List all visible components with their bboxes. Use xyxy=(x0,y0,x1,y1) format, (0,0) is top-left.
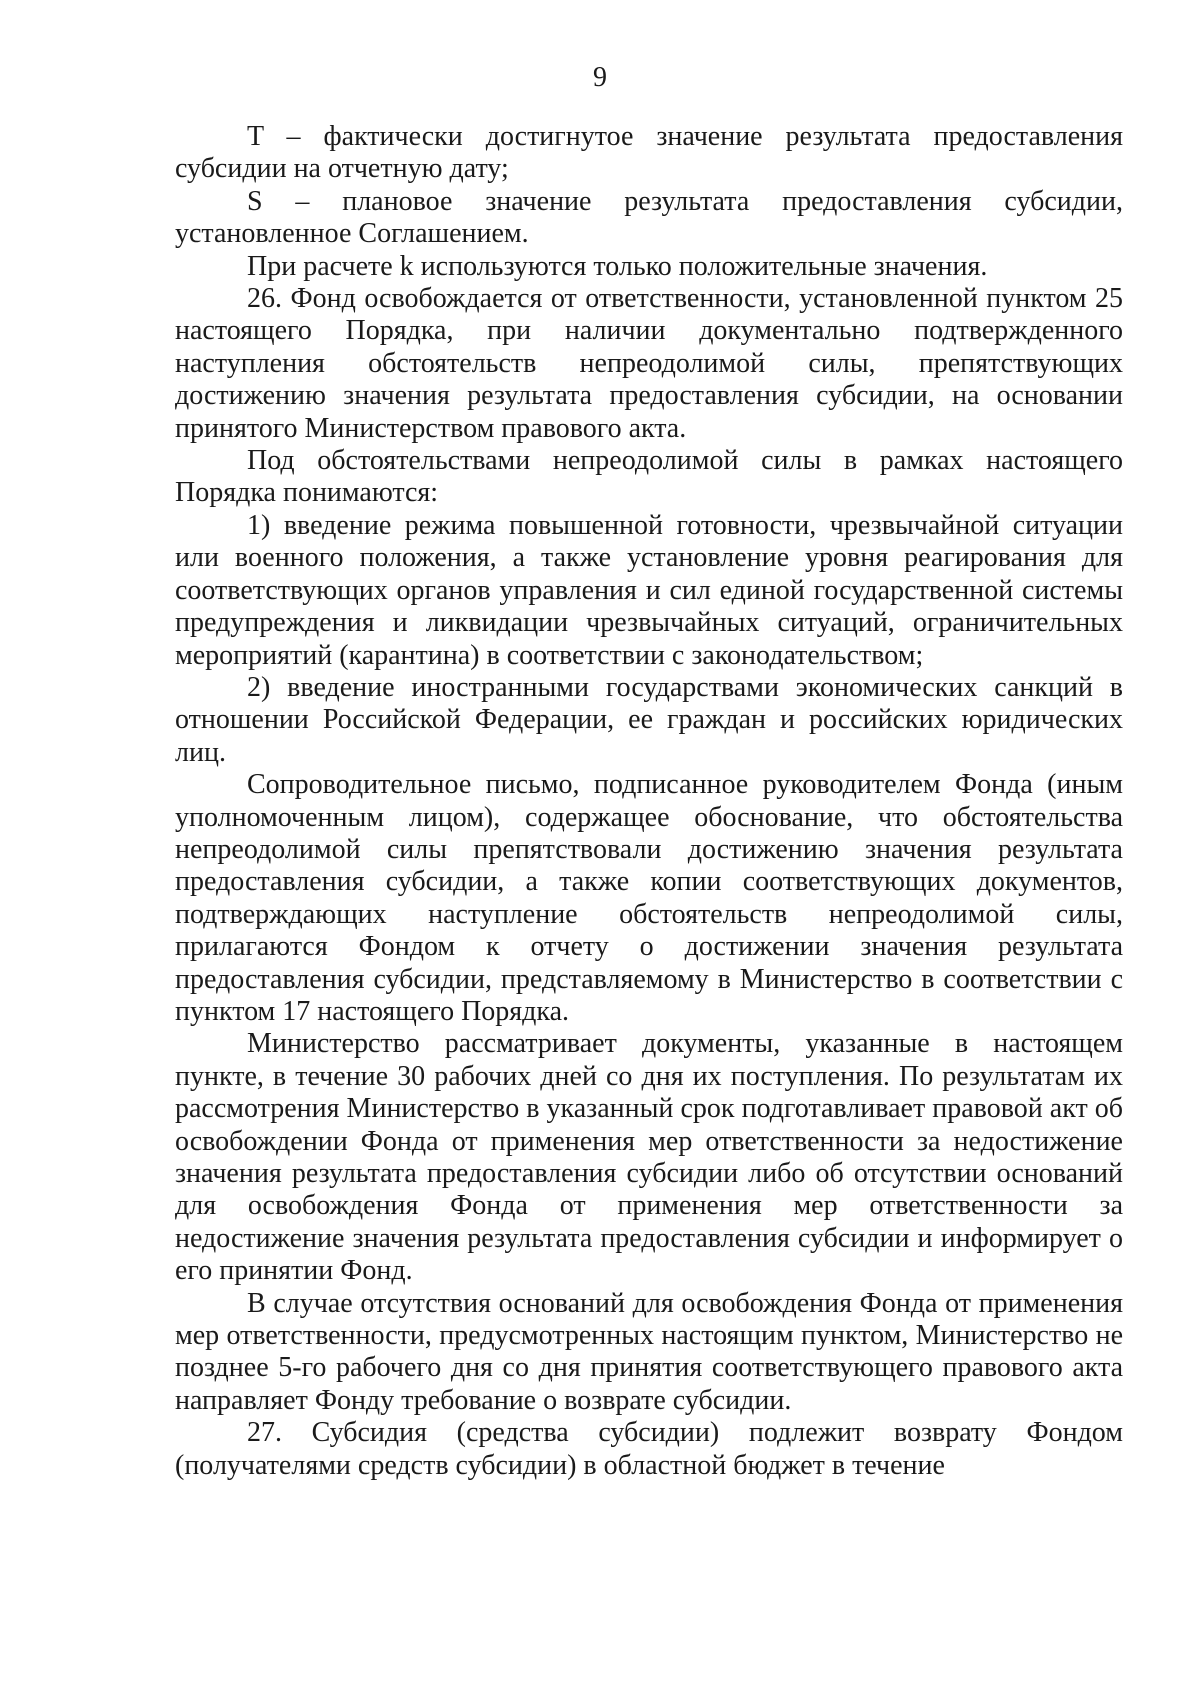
paragraph-refund-demand: В случае отсутствия оснований для освобождения Фонда от применения мер ответственности, предусмотренных настоящим пунктом, Министерство не позднее 5-го рабочего дня со дня принятия соответствующего правового акта направляет Фонду требование о возврате субсидии. xyxy=(175,1287,1123,1416)
paragraph-t-definition: T – фактически достигнутое значение результата предоставления субсидии на отчетную дату; xyxy=(175,121,1123,185)
paragraph-cover-letter: Сопроводительное письмо, подписанное руководителем Фонда (иным уполномоченным лицом), содержащее обоснование, что обстоятельства непреодолимой силы препятствовали достижению значения результата предоставления субсидии, а также копии соответствующих документов, подтверждающих наступление обстоятельств непреодолимой силы, прилагаются Фондом к отчету о достижении значения результата предоставления субсидии, представляемому в Министерство в соответствии с пунктом 17 настоящего Порядка. xyxy=(175,769,1123,1027)
paragraph-item-27: 27. Субсидия (средства субсидии) подлежит возврату Фондом (получателями средств субсидии) в областной бюджет в течение xyxy=(175,1417,1123,1481)
paragraph-item-26: 26. Фонд освобождается от ответственности, установленной пунктом 25 настоящего Порядка, при наличии документально подтвержденного наступления обстоятельств непреодолимой силы, препятствующих достижению значения результата предоставления субсидии, на основании принятого Министерством правового акта. xyxy=(175,283,1123,444)
paragraph-force-majeure-2: 2) введение иностранными государствами экономических санкций в отношении Российской Федерации, ее граждан и российских юридических лиц. xyxy=(175,671,1123,768)
paragraph-force-majeure-intro: Под обстоятельствами непреодолимой силы в рамках настоящего Порядка понимаются: xyxy=(175,445,1123,509)
document-body xyxy=(175,121,1123,1482)
paragraph-k-note: При расчете k используются только положительные значения. xyxy=(247,250,988,282)
paragraph-ministry-review: Министерство рассматривает документы, указанные в настоящем пункте, в течение 30 рабочих дней со дня их поступления. По результатам их рассмотрения Министерство в указанный срок подготавливает правовой акт об освобождении Фонда от применения мер ответственности за недостижение значения результата предоставления субсидии либо об отсутствии оснований для освобождения Фонда от применения мер ответственности за недостижение значения результата предоставления субсидии и информирует о его принятии Фонд. xyxy=(175,1028,1123,1287)
page-number: 9 xyxy=(593,62,607,93)
paragraph-force-majeure-1: 1) введение режима повышенной готовности, чрезвычайной ситуации или военного положения, а также установление уровня реагирования для соответствующих органов управления и сил единой государственной системы предупреждения и ликвидации чрезвычайных ситуаций, ограничительных мероприятий (карантина) в соответствии с законодательством; xyxy=(175,509,1123,671)
paragraph-s-definition: S – плановое значение результата предоставления субсидии, установленное Соглашением. xyxy=(175,185,1123,250)
